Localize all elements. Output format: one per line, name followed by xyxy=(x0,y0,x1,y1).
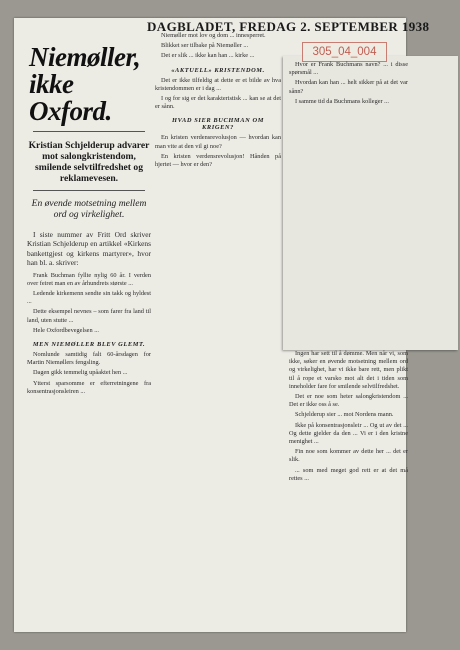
body-paragraph: Det er slik ... ikke kan han ... kirke ... xyxy=(161,52,255,60)
body-paragraph: Ytterst sparsomme er efterretningene fra konsentrasjonsleiren ... xyxy=(27,379,151,395)
body-paragraph: Nomlunde samtidig falt 60-årsdagen for Martin Niemøllers fengsling. xyxy=(27,351,151,367)
body-paragraph: Ingen har sett til å dømme. Men når vi, som ikke, søker en øvende motsetning mellem ord og virkelighet, har vi ikke bare rett, men plikt til å rope et varsko mot alt det i tiden som inneholder fare for smilende selvtilfredshet. xyxy=(289,350,408,390)
headline: Niemøller, ikke Oxford. xyxy=(29,42,141,126)
body-paragraph: Det er ikke tilfeldig at dette er et bilde av hva kristendommen er i dag ... xyxy=(155,76,281,92)
body-paragraph: ... som med meget god rett er at det må rettes ... xyxy=(289,466,408,482)
body-paragraph: Niemøller mot lov og dom ... innesperret. xyxy=(161,32,266,39)
body-paragraph: Frank Buchman fyllte nylig 60 år. I verden over feiret man en av århundrets største ... xyxy=(27,271,151,287)
archive-stamp: 305_04_004 xyxy=(302,42,387,62)
body-paragraph: En kristen verdensrevolusjon — hvordan kan man vite at den vil gi noe? xyxy=(155,134,281,150)
body-paragraph: Hvordan kan han ... helt sikker på at det var sånn? xyxy=(289,79,408,95)
middle-column xyxy=(155,32,281,171)
deck: En øvende motsetning mellem ord og virkelighet. xyxy=(31,198,147,220)
body-paragraph: Ikke på konsentrasjonsleir ... Og ut av det ... Og dette gjelder da den ... Vi er i den kristne menighet ... xyxy=(289,421,408,446)
body-paragraph: Det er noe som heter salongkristendom ... Det er ikke oss å se. xyxy=(289,393,408,409)
body-paragraph: I og for sig er det karakteristisk ... kan se at det er sånn. xyxy=(155,95,281,111)
body-paragraph: Hvor er Frank Buchmans navn? ... i disse spørsmål ... xyxy=(289,61,408,77)
section-heading: MEN NIEMØLLER BLEV GLEMT. xyxy=(32,341,146,349)
left-column xyxy=(27,42,151,398)
body-paragraph: Fin noe som kommer av dette her ... det er slik. xyxy=(289,448,408,464)
section-heading: HVAD SIER BUCHMAN OM KRIGEN? xyxy=(172,117,264,132)
masthead: DAGBLADET, FREDAG 2. SEPTEMBER 1938 xyxy=(147,19,430,34)
body-paragraph: Dette eksempel nevnes – som farer fra land til land, uten stutte ... xyxy=(27,308,151,324)
section-heading: «AKTUELL» KRISTENDOM. xyxy=(171,66,265,74)
body-paragraph: Dagen gikk temmelig upåaktet hen ... xyxy=(33,369,128,377)
body-paragraph: Blikket ser tilbake på Niemøller ... xyxy=(161,42,249,50)
right-column-lower xyxy=(289,350,408,485)
body-paragraph: I samme tid da Buchmans kolleger ... xyxy=(295,97,389,105)
right-column xyxy=(289,61,408,108)
subheadline: Kristian Schjelderup advarer mot salongkristendom, smilende selvtilfredshet og reklamevesen. xyxy=(28,140,150,184)
body-paragraph: Hele Oxfordbevegelsen ... xyxy=(33,326,99,334)
body-paragraph: En kristen verdensrevolusjon! Hånden på hjertet — hvor er den? xyxy=(155,152,281,169)
divider xyxy=(33,131,145,132)
body-paragraph: Ledende kirkemenn sendte sin takk og hyldest ... xyxy=(27,290,151,306)
divider xyxy=(33,190,145,191)
body-paragraph: Schjelderup sier ... mot Nordens mann. xyxy=(295,411,394,419)
intro-paragraph: I siste nummer av Fritt Ord skriver Kristian Schjelderup en artikkel «Kirkens bankettgjest og kirkens martyrer», hvor han bl. a. skriver: xyxy=(27,230,151,268)
